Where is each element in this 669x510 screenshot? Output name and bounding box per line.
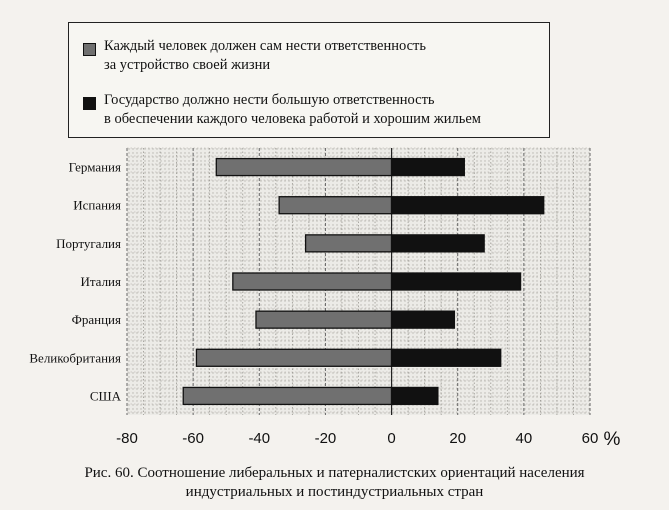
figure-caption [0,464,669,502]
bar-state [392,159,465,176]
x-tick-label: -80 [116,430,138,447]
category-label: Германия [68,159,121,175]
axis-unit-label: % [603,429,621,450]
bar-individual [256,311,392,328]
x-tick-label: 60 [581,430,599,447]
bar-individual [216,159,391,176]
bar-state [392,235,485,252]
legend-label-individual: Каждый человек должен сам нести ответственность за устройство своей жизни [104,38,426,73]
bar-individual [279,197,391,214]
x-tick-label: -20 [314,430,337,447]
caption-line-2: индустриальных и постиндустриальных стран [185,484,484,500]
bar-individual [196,349,391,366]
category-label: Италия [80,274,121,289]
category-label: Португалия [56,235,121,251]
x-tick-label: -40 [248,430,271,447]
bar-individual [183,387,391,404]
legend-label-state: Государство должно нести большую ответственность в обеспечении каждого человека работой и хорошим жильем [104,92,481,127]
bar-state [392,273,521,290]
category-label: Великобритания [29,350,121,366]
category-label: Франция [71,312,121,328]
category-label: Испания [73,197,121,213]
bar-individual [233,273,392,290]
bar-state [392,387,438,404]
bar-state [392,197,544,214]
bar-state [392,349,501,366]
caption-line-1: Рис. 60. Соотношение либеральных и патерналистских ориентаций населения [84,465,585,481]
x-tick-label: 40 [515,430,533,447]
bar-state [392,311,455,328]
x-tick-label: -60 [182,430,204,447]
bar-individual [306,235,392,252]
x-tick-label: 20 [449,430,467,447]
x-tick-label: 0 [387,430,396,447]
category-label: США [89,388,121,404]
